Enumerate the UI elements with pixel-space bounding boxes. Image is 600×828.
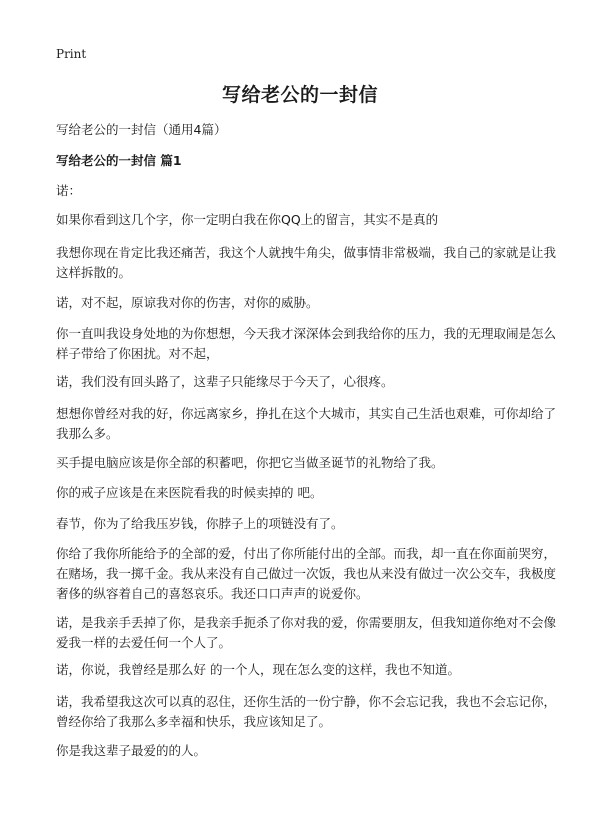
paragraph: 如果你看到这几个字，你一定明白我在你QQ上的留言，其实不是真的 xyxy=(56,212,439,227)
paragraph: 你一直叫我设身处地的为你想想，今天我才深深体会到我给你的压力，我的无理取闹是怎么样子带给了你困扰。对不起， xyxy=(56,326,557,361)
paragraph: 诺，我们没有回头路了，这辈子只能缘尽于今天了，心很疼。 xyxy=(56,374,394,389)
paragraph: 诺，是我亲手丢掉了你，是我亲手扼杀了你对我的爱，你需要朋友，但我知道你绝对不会像爱我一样的去爱任何一个人了。 xyxy=(56,615,557,650)
paragraph: 买手提电脑应该是你全部的积蓄吧，你把它当做圣诞节的礼物给了我。 xyxy=(56,455,444,470)
paragraph: 春节，你为了给我压岁钱，你脖子上的项链没有了。 xyxy=(56,516,344,531)
paragraph: 诺，你说，我曾经是那么好 的一个人，现在怎么变的这样，我也不知道。 xyxy=(56,662,460,677)
print-label: Print xyxy=(56,47,87,61)
paragraph: 我想你现在肯定比我还痛苦，我这个人就拽牛角尖，做事情非常极端，我自己的家就是让我这样拆散的。 xyxy=(56,245,557,280)
paragraph: 诺： xyxy=(56,183,82,198)
paragraph: 你给了我你所能给予的全部的爱，付出了你所能付出的全部。而我，却一直在你面前哭穷，在赌场，我一掷千金。我从来没有自己做过一次饭，我也从来没有做过一次公交车，我极度奢侈的纵容着自己的喜怒哀乐。我还口口声声的说爱你。 xyxy=(56,546,557,601)
paragraph: 你的戒子应该是在来医院看我的时候卖掉的 吧。 xyxy=(56,485,323,500)
document-subtitle: 写给老公的一封信（通用4篇） xyxy=(56,122,227,137)
paragraph: 想想你曾经对我的好，你远离家乡，挣扎在这个大城市，其实自己生活也艰难，可你却给了我那么多。 xyxy=(56,406,557,441)
section-heading: 写给老公的一封信 篇1 xyxy=(56,153,182,168)
document-title: 写给老公的一封信 xyxy=(221,84,378,106)
paragraph: 诺，我希望我这次可以真的忍住，还你生活的一份宁静，你不会忘记我，我也不会忘记你，曾经你给了我那么多幸福和快乐，我应该知足了。 xyxy=(56,694,557,729)
paragraph: 诺，对不起，原谅我对你的伤害，对你的威胁。 xyxy=(56,295,319,310)
paragraph: 你是我这辈子最爱的的人。 xyxy=(56,743,207,758)
